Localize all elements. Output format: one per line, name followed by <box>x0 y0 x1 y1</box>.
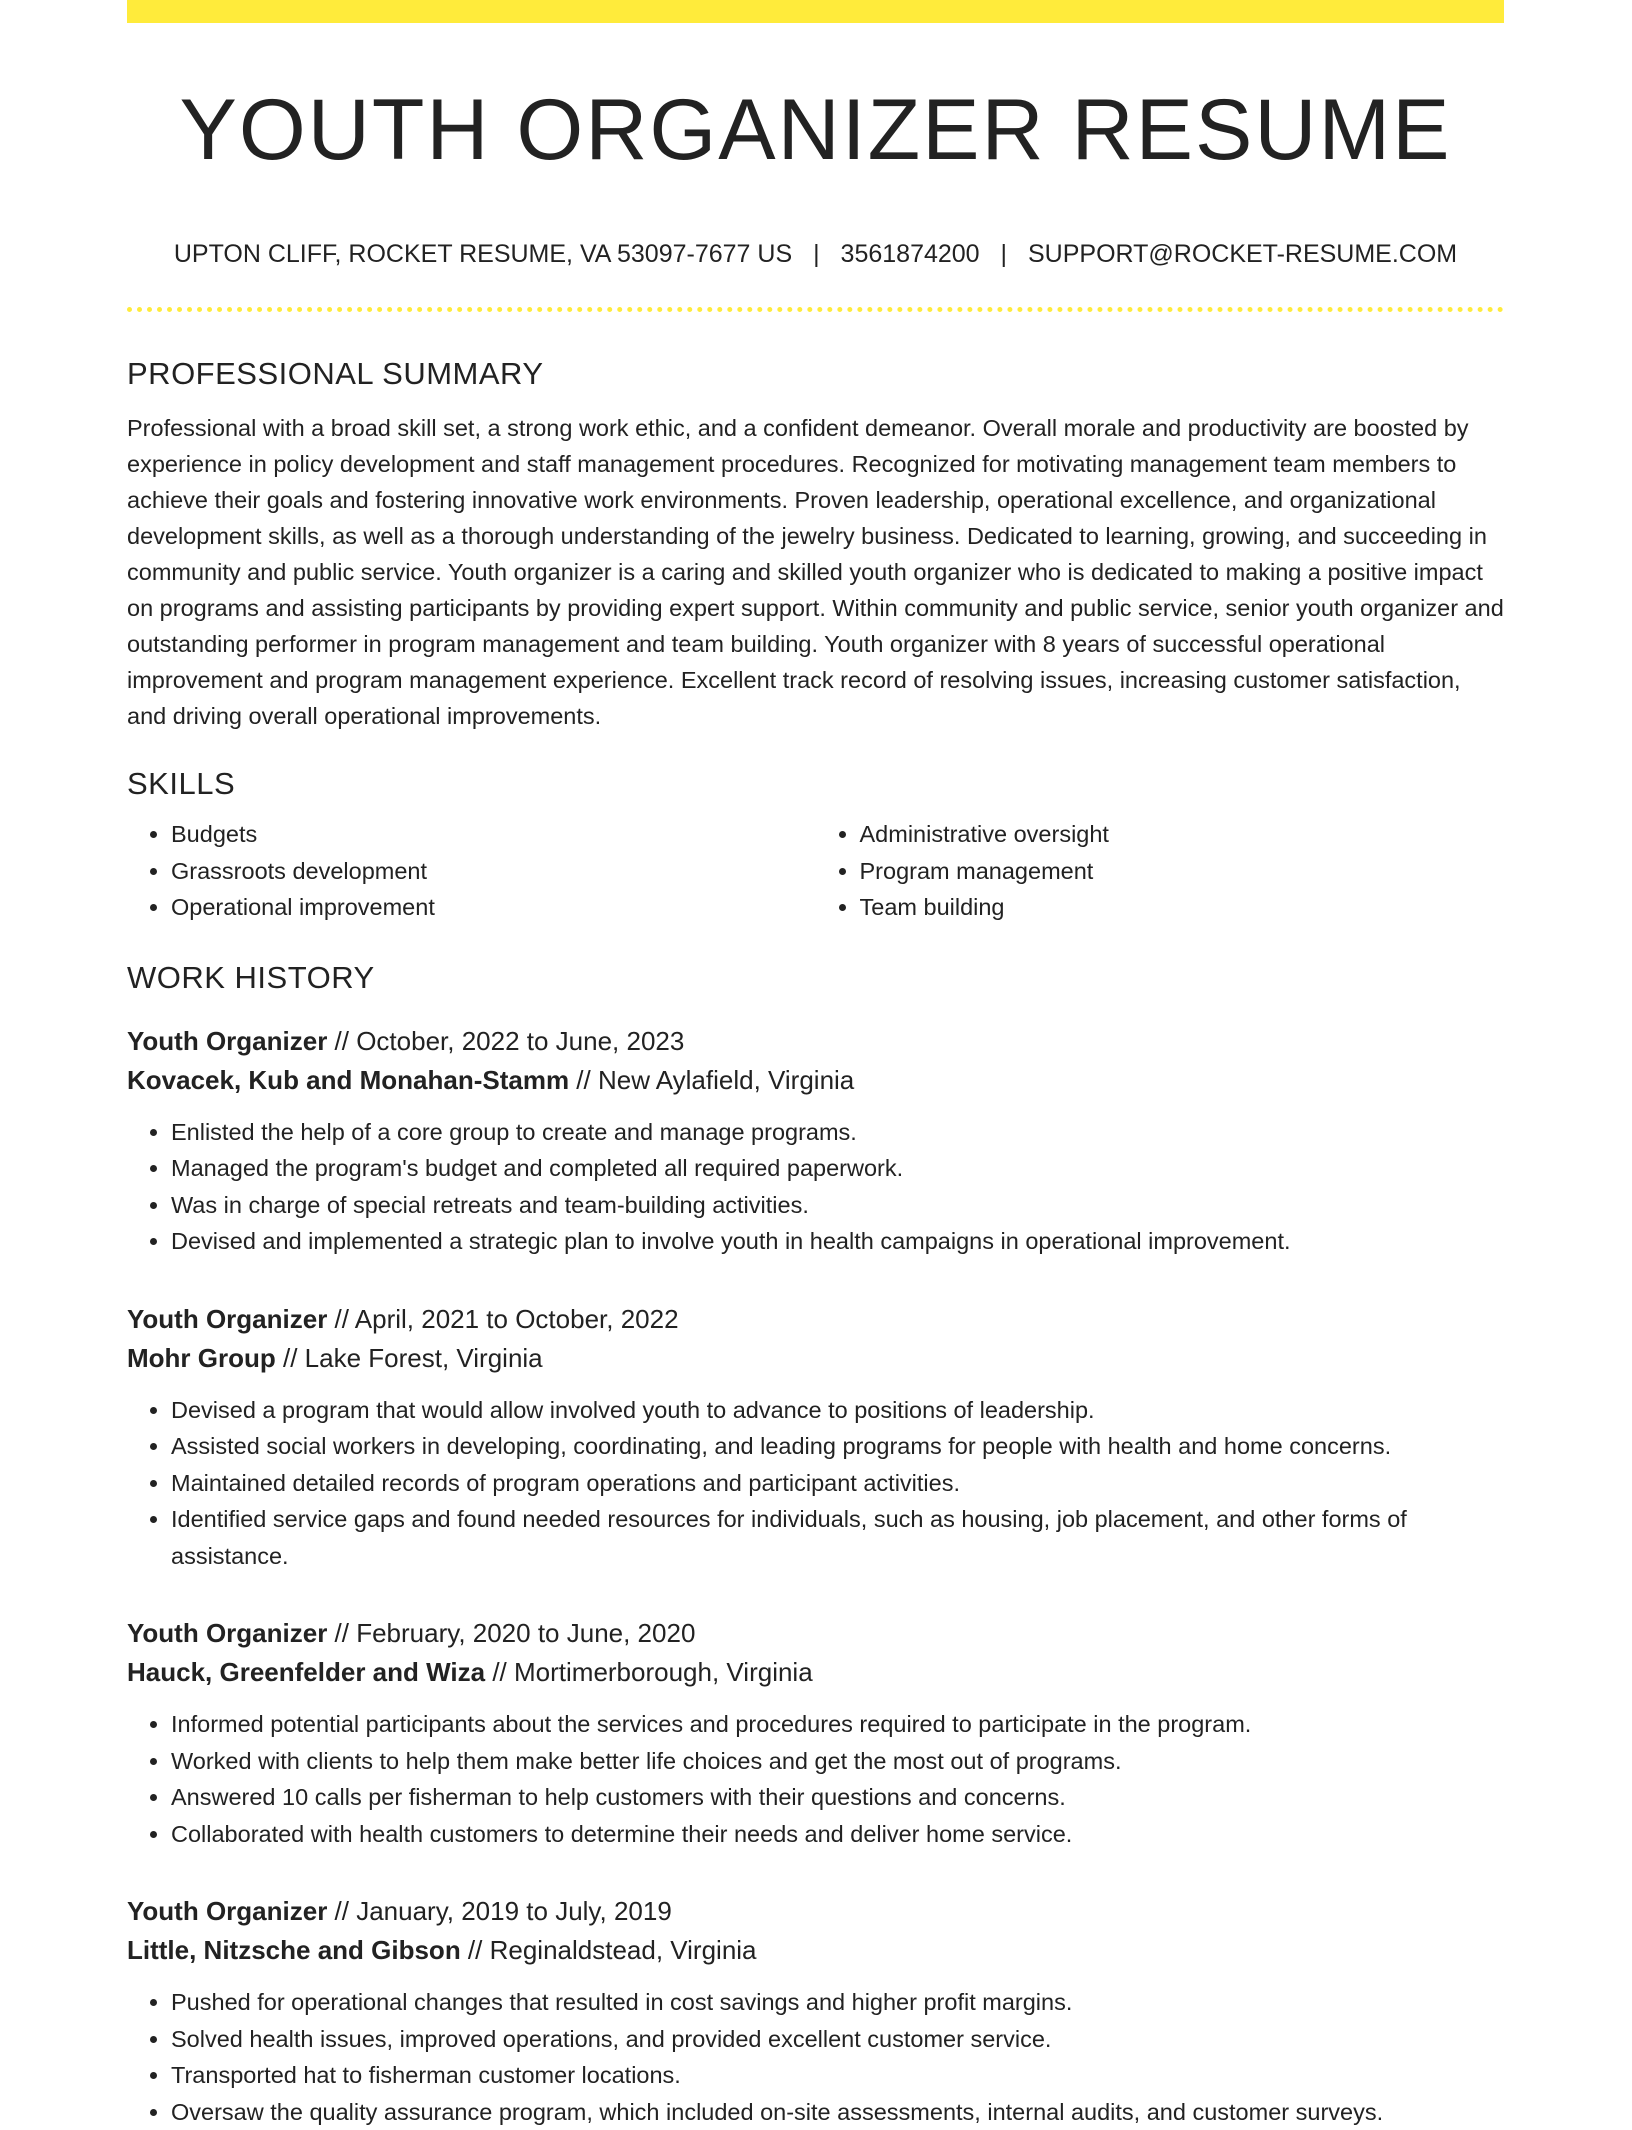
job-bullets <box>127 1392 1504 1575</box>
job-location: // Reginaldstead, Virginia <box>461 1935 757 1965</box>
job-title: Youth Organizer <box>127 1618 327 1648</box>
job-dates: // April, 2021 to October, 2022 <box>327 1304 678 1334</box>
job-title-line <box>127 1614 1504 1653</box>
job-bullet: • Pushed for operational changes that resulted in cost savings and higher profit margins. <box>171 1984 1504 2021</box>
work-history-section <box>127 956 1504 2130</box>
work-history-heading: WORK HISTORY <box>127 956 1504 1000</box>
job-bullet: • Devised a program that would allow involved youth to advance to positions of leadership. <box>171 1392 1504 1429</box>
job-bullet: • Solved health issues, improved operations, and provided excellent customer service. <box>171 2021 1504 2058</box>
contact-phone: 3561874200 <box>841 240 980 268</box>
contact-address: UPTON CLIFF, ROCKET RESUME, VA 53097-7677 US <box>174 240 792 268</box>
job-company-line <box>127 1061 1504 1100</box>
job-company: Kovacek, Kub and Monahan-Stamm <box>127 1065 569 1095</box>
job-title-line <box>127 1022 1504 1061</box>
job-location: // Lake Forest, Virginia <box>276 1343 543 1373</box>
skill-item: • Administrative oversight <box>860 816 1505 853</box>
skill-item: • Team building <box>860 889 1505 926</box>
job-bullet: • Managed the program's budget and completed all required paperwork. <box>171 1150 1504 1187</box>
job-bullet: • Devised and implemented a strategic plan to involve youth in health campaigns in operational improvement. <box>171 1223 1504 1260</box>
job-entry <box>127 1300 1504 1575</box>
job-bullet: • Oversaw the quality assurance program, which included on-site assessments, internal audits, and customer surveys. <box>171 2094 1504 2130</box>
job-bullet: • Enlisted the help of a core group to create and manage programs. <box>171 1114 1504 1151</box>
accent-bar <box>127 0 1504 23</box>
job-location: // New Aylafield, Virginia <box>569 1065 854 1095</box>
job-dates: // October, 2022 to June, 2023 <box>327 1026 684 1056</box>
job-company-line <box>127 1653 1504 1692</box>
job-bullet: • Maintained detailed records of program operations and participant activities. <box>171 1465 1504 1502</box>
skills-columns <box>127 816 1504 926</box>
job-entry <box>127 1022 1504 1260</box>
job-bullet: • Assisted social workers in developing, coordinating, and leading programs for people with health and home concerns. <box>171 1428 1504 1465</box>
job-bullet: • Answered 10 calls per fisherman to help customers with their questions and concerns. <box>171 1779 1504 1816</box>
dotted-divider <box>127 307 1504 312</box>
job-bullet: • Identified service gaps and found needed resources for individuals, such as housing, job placement, and other forms of assistance. <box>171 1501 1504 1574</box>
job-company-line <box>127 1931 1504 1970</box>
skills-section <box>127 762 1504 926</box>
skill-item: • Grassroots development <box>171 853 816 890</box>
job-company: Mohr Group <box>127 1343 276 1373</box>
job-dates: // January, 2019 to July, 2019 <box>327 1896 671 1926</box>
job-title: Youth Organizer <box>127 1026 327 1056</box>
job-title: Youth Organizer <box>127 1896 327 1926</box>
summary-text: Professional with a broad skill set, a strong work ethic, and a confident demeanor. Overall morale and productivity are boosted by experience in policy development and staff management procedures. Recognized for motivating management team members to achieve their goals and fostering innovative work environments. Proven leadership, operational excellence, and organizational development skills, as well as a thorough understanding of the jewelry business. Dedicated to learning, growing, and succeeding in community and public service. Youth organizer is a caring and skilled youth organizer who is dedicated to making a positive impact on programs and assisting participants by providing expert support. Within community and public service, senior youth organizer and outstanding performer in program management and team building. Youth organizer with 8 years of successful operational improvement and program management experience. Excellent track record of resolving issues, increasing customer satisfaction, and driving overall operational improvements. <box>127 410 1504 734</box>
job-company: Hauck, Greenfelder and Wiza <box>127 1657 485 1687</box>
job-title: Youth Organizer <box>127 1304 327 1334</box>
job-bullet: • Was in charge of special retreats and team-building activities. <box>171 1187 1504 1224</box>
summary-section <box>127 352 1504 734</box>
summary-heading: PROFESSIONAL SUMMARY <box>127 352 1504 396</box>
job-dates: // February, 2020 to June, 2020 <box>327 1618 695 1648</box>
skill-item: • Operational improvement <box>171 889 816 926</box>
job-bullet: • Collaborated with health customers to determine their needs and deliver home service. <box>171 1816 1504 1853</box>
job-entry <box>127 1892 1504 2130</box>
contact-line <box>127 236 1504 272</box>
skill-item: • Budgets <box>171 816 816 853</box>
job-bullet: • Informed potential participants about the services and procedures required to participate in the program. <box>171 1706 1504 1743</box>
job-title-line <box>127 1892 1504 1931</box>
contact-email: SUPPORT@ROCKET-RESUME.COM <box>1028 240 1457 268</box>
contact-separator: | <box>813 240 820 268</box>
contact-separator: | <box>1001 240 1008 268</box>
skills-right-list <box>816 816 1505 926</box>
job-title-line <box>127 1300 1504 1339</box>
job-bullet: • Transported hat to fisherman customer locations. <box>171 2057 1504 2094</box>
job-entry <box>127 1614 1504 1852</box>
job-company-line <box>127 1339 1504 1378</box>
job-bullets <box>127 1984 1504 2130</box>
skill-item: • Program management <box>860 853 1505 890</box>
job-bullets <box>127 1706 1504 1852</box>
job-bullets <box>127 1114 1504 1260</box>
skills-left-list <box>127 816 816 926</box>
job-bullet: • Worked with clients to help them make better life choices and get the most out of programs. <box>171 1743 1504 1780</box>
job-location: // Mortimerborough, Virginia <box>485 1657 813 1687</box>
resume-body <box>127 352 1504 2130</box>
resume-title: YOUTH ORGANIZER RESUME <box>127 78 1504 182</box>
skills-heading: SKILLS <box>127 762 1504 806</box>
job-company: Little, Nitzsche and Gibson <box>127 1935 461 1965</box>
